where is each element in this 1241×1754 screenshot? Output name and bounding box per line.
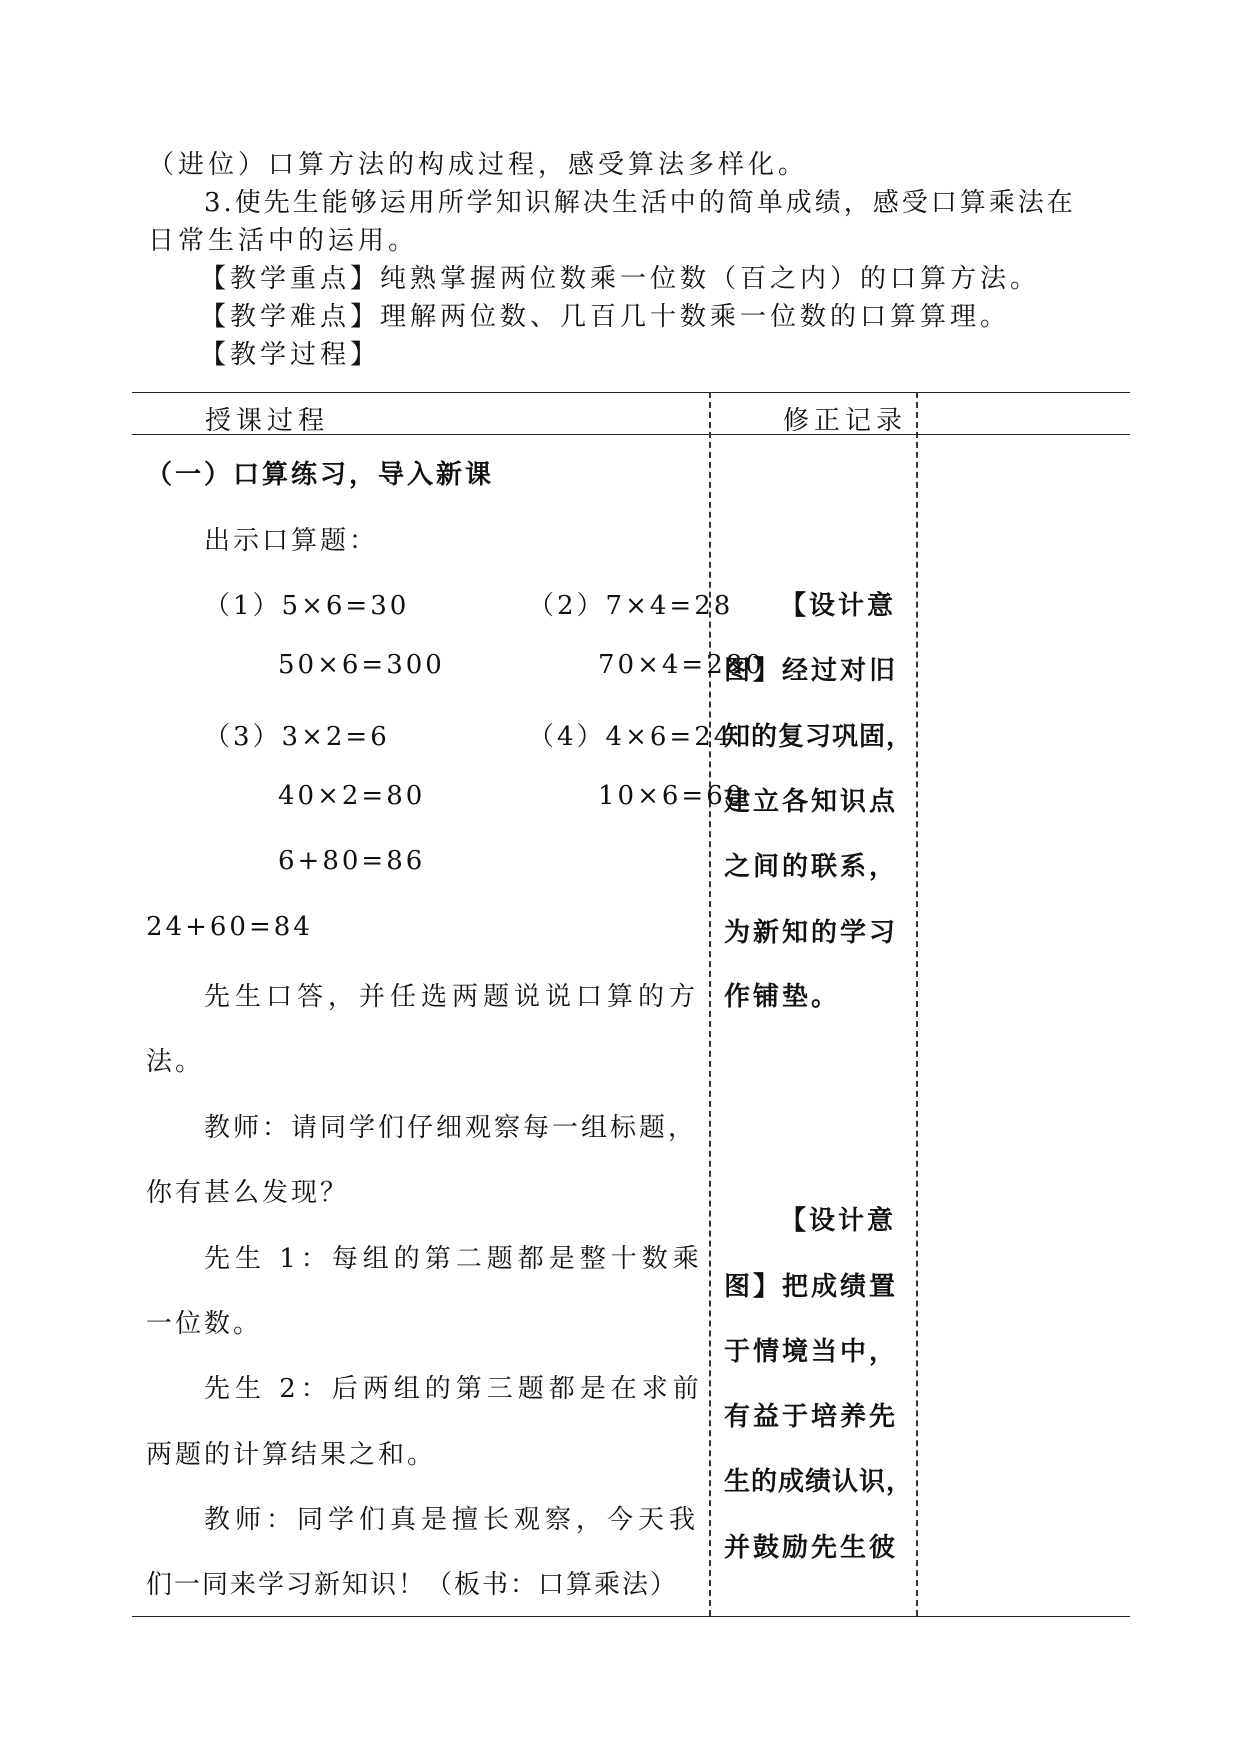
note-1-line-2: 图】经过对旧 [724, 656, 899, 686]
problem-2b: 70×4=280 [598, 650, 765, 680]
problem-3a: （3）3×2=6 [204, 722, 390, 752]
note-2-line-1: 【设计意 [780, 1206, 897, 1236]
paragraph-5-line-2: 们一同来学习新知识！（板书：口算乘法） [146, 1570, 679, 1600]
note-2-line-6: 并鼓励先生彼 [724, 1533, 899, 1563]
paragraph-2-line-1: 教师：请同学们仔细观察每一组标题， [204, 1113, 698, 1143]
note-2-line-3: 于情境当中， [724, 1337, 899, 1367]
section-title: （一）口算练习，导入新课 [146, 460, 495, 490]
col-header-revision: 修正记录 [783, 406, 908, 436]
problem-4c: 24+60=84 [146, 912, 313, 942]
problem-1b: 50×6=300 [278, 650, 445, 680]
paragraph-3-line-2: 一位数。 [146, 1309, 263, 1339]
note-2-line-4: 有益于培养先 [724, 1402, 899, 1432]
column-divider-2 [916, 392, 918, 1616]
note-1-line-1: 【设计意 [780, 591, 897, 621]
problem-2a: （2）7×4=28 [528, 591, 734, 621]
problem-4b: 10×6=60 [598, 781, 746, 811]
column-divider-1 [709, 392, 711, 1616]
note-1-line-5: 之间的联系， [724, 852, 899, 882]
teaching-focus: 【教学重点】纯熟掌握两位数乘一位数（百之内）的口算方法。 [200, 264, 1041, 294]
note-1-line-7: 作铺垫。 [724, 982, 841, 1012]
intro-line-2: 3.使先生能够运用所学知识解决生活中的简单成绩，感受口算乘法在 [204, 188, 1076, 218]
paragraph-5-line-1: 教师：同学们真是擅长观察，今天我 [204, 1505, 701, 1535]
paragraph-4-line-1: 先生 2：后两组的第三题都是在求前 [204, 1374, 704, 1404]
note-2-line-5: 生的成绩认识， [724, 1467, 914, 1497]
teaching-difficulty: 【教学难点】理解两位数、几百几十数乘一位数的口算算理。 [200, 302, 1011, 332]
note-2-line-2: 图】把成绩置 [724, 1272, 899, 1302]
intro-line-3: 日常生活中的运用。 [148, 226, 419, 256]
problem-1a: （1）5×6=30 [204, 591, 410, 621]
paragraph-4-line-2: 两题的计算结果之和。 [146, 1440, 437, 1470]
paragraph-2-line-2: 你有甚么发现？ [146, 1178, 350, 1208]
paragraph-1-line-1: 先生口答，并任选两题说说口算的方 [204, 982, 701, 1012]
show-problems: 出示口算题： [204, 526, 379, 556]
table-top-rule [132, 392, 1130, 393]
intro-line-1: （进位）口算方法的构成过程，感受算法多样化。 [148, 150, 809, 180]
note-1-line-3: 知的复习巩固， [724, 722, 914, 752]
problem-3c: 6+80=86 [278, 846, 426, 876]
teaching-process: 【教学过程】 [200, 340, 381, 370]
intro-text [148, 146, 1118, 374]
col-header-lesson: 授课过程 [205, 406, 330, 436]
note-1-line-4: 建立各知识点 [724, 787, 899, 817]
problem-4a: （4）4×6=24 [528, 722, 734, 752]
paragraph-1-line-2: 法。 [146, 1047, 205, 1077]
problem-3b: 40×2=80 [278, 781, 426, 811]
note-1-line-6: 为新知的学习 [724, 918, 899, 948]
table-bottom-rule [132, 1616, 1130, 1617]
paragraph-3-line-1: 先生 1：每组的第二题都是整十数乘 [204, 1244, 704, 1274]
